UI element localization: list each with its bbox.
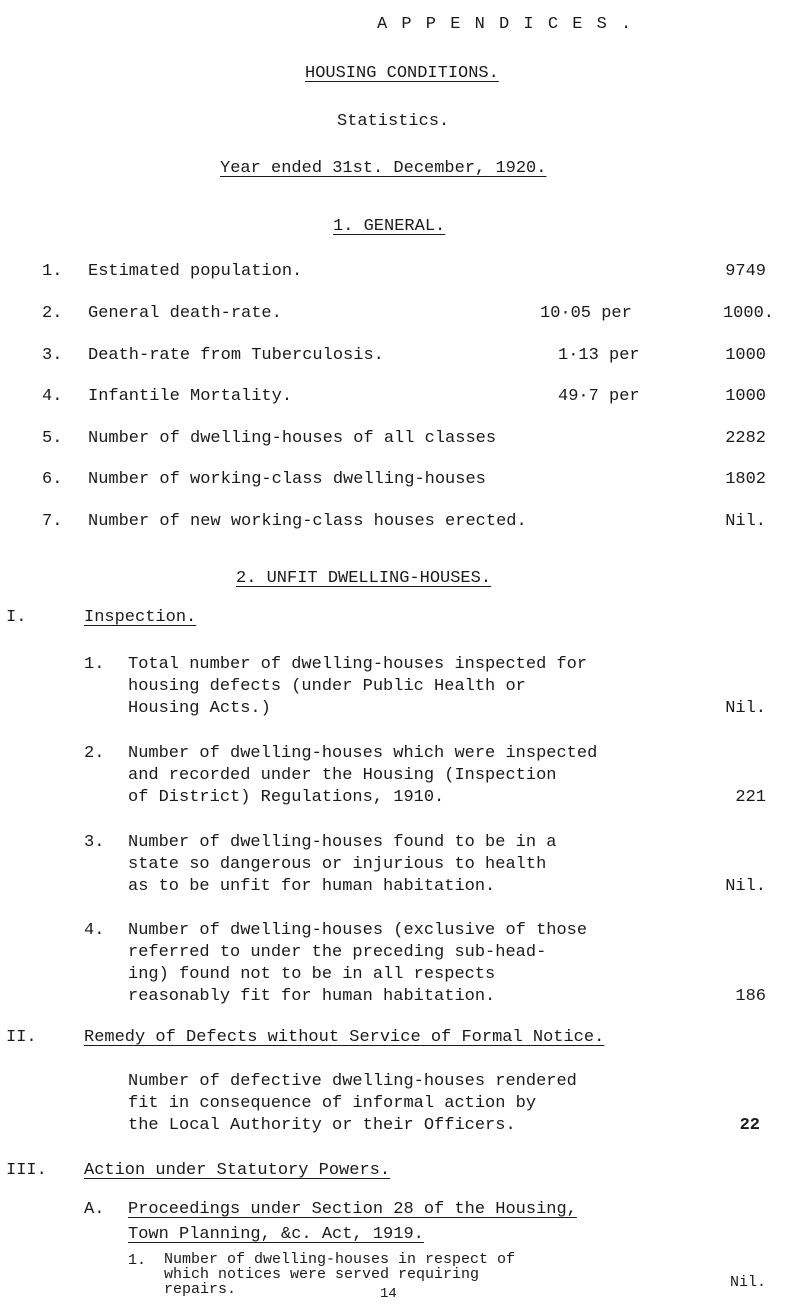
inspection-item-value: Nil. (725, 877, 766, 896)
appendices-heading: A P P E N D I C E S . (377, 15, 634, 34)
inspection-item-text: Number of dwelling-houses found to be in a state so dangerous or injurious to health as to be unfit for human habitation. (128, 833, 557, 897)
general-item-num: 5. (42, 429, 63, 448)
inspection-item-num: 4. (84, 921, 105, 940)
general-item-label: Estimated population. (88, 262, 303, 281)
remedy-text: Number of defective dwelling-houses rendered fit in consequence of informal action by the Local Authority or their Officers. (128, 1072, 577, 1136)
general-item-value: 1802 (725, 470, 766, 489)
general-item-value: 1000 (725, 387, 766, 406)
inspection-heading: Inspection. (84, 608, 197, 627)
general-item-value: 2282 (725, 429, 766, 448)
inspection-item-num: 2. (84, 744, 105, 763)
general-item-label: Number of dwelling-houses of all classes (88, 429, 497, 448)
subsection-title-continued: Town Planning, &c. Act, 1919. (128, 1225, 424, 1244)
general-item-num: 7. (42, 512, 63, 531)
inspection-item-num: 3. (84, 833, 105, 852)
general-item-num: 4. (42, 387, 63, 406)
subsection-title: Proceedings under Section 28 of the Housing, (128, 1200, 577, 1219)
general-item-value: 1000 (725, 346, 766, 365)
statutory-heading: Action under Statutory Powers. (84, 1161, 391, 1180)
general-item-num: 6. (42, 470, 63, 489)
section-roman: I. (6, 608, 27, 627)
general-item-value: Nil. (725, 512, 766, 531)
general-item-label: Infantile Mortality. (88, 387, 293, 406)
inspection-item-text: Number of dwelling-houses (exclusive of those referred to under the preceding sub-head- ing) found not to be in all respects reasonably fit for human habitation. (128, 921, 588, 1007)
page-number: 14 (380, 1286, 397, 1302)
inspection-item-text: Number of dwelling-houses which were inspected and recorded under the Housing (Inspection of District) Regulations, 1910. (128, 744, 598, 808)
general-item-rate: 1·13 per (558, 346, 640, 365)
general-item-label: Number of new working-class houses erected. (88, 512, 527, 531)
inspection-item-value: 186 (735, 987, 766, 1006)
general-item-num: 3. (42, 346, 63, 365)
unfit-heading: 2. UNFIT DWELLING-HOUSES. (236, 569, 492, 588)
general-item-label: General death-rate. (88, 304, 282, 323)
inspection-item-value: 221 (735, 788, 766, 807)
general-item-value: 1000. (722, 304, 774, 323)
remedy-value: 22 (739, 1116, 760, 1135)
housing-conditions-heading: HOUSING CONDITIONS. (305, 64, 499, 83)
general-item-rate: 49·7 per (558, 387, 640, 406)
inspection-item-num: 1. (84, 655, 105, 674)
statutory-item-text: Number of dwelling-houses in respect of which notices were served requiring repairs. (164, 1251, 516, 1298)
general-item-num: 1. (42, 262, 63, 281)
statutory-item-num: 1. (128, 1252, 147, 1269)
section-roman: II. (6, 1028, 37, 1047)
statistics-heading: Statistics. (337, 112, 450, 131)
general-heading: 1. GENERAL. (333, 217, 446, 236)
inspection-item-value: Nil. (725, 699, 766, 718)
statutory-item-value: Nil. (729, 1274, 766, 1291)
general-item-num: 2. (42, 304, 63, 323)
general-item-rate: 10·05 per (540, 304, 632, 323)
year-ended-heading: Year ended 31st. December, 1920. (220, 159, 547, 178)
general-item-label: Death-rate from Tuberculosis. (88, 346, 384, 365)
general-item-value: 9749 (725, 262, 766, 281)
subsection-letter: A. (84, 1200, 105, 1219)
inspection-item-text: Total number of dwelling-houses inspected for housing defects (under Public Health or Housing Acts.) (128, 655, 588, 719)
section-roman: III. (6, 1161, 47, 1180)
remedy-heading: Remedy of Defects without Service of Formal Notice. (84, 1028, 605, 1047)
general-item-label: Number of working-class dwelling-houses (88, 470, 486, 489)
